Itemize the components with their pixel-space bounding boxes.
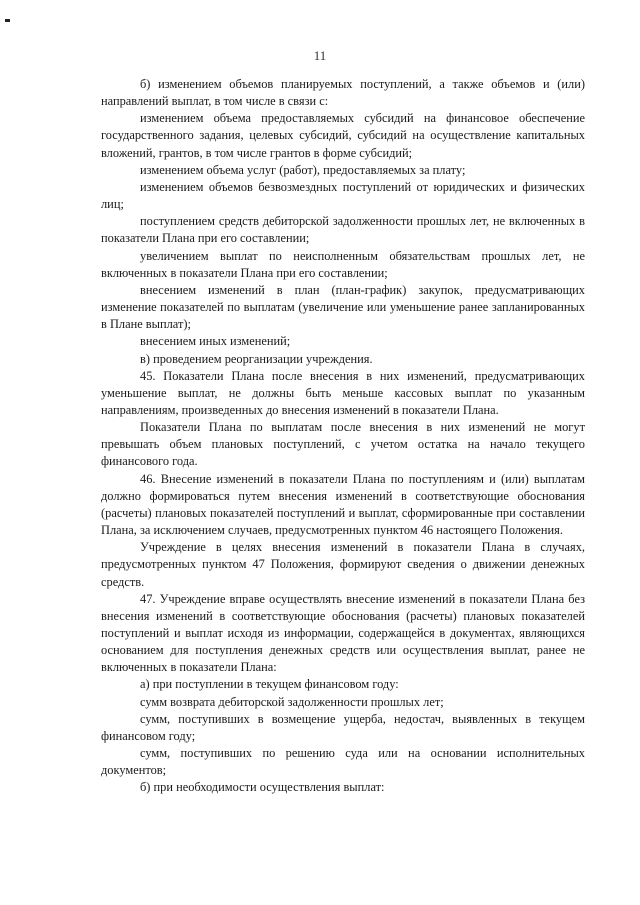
paragraph-a-receipts: а) при поступлении в текущем финансовом году:	[140, 677, 399, 692]
paragraph-46: 46. Внесение изменений в показатели Плана по поступлениям и (или) выплатам должно формироваться путем внесения изменений в соответствующие обоснования (расчеты) плановых показателей поступлений и выплат, сформированные при составлении Плана, за исключением случаев, предусмотренных пунктом 46 настоящего Положения.	[101, 471, 585, 538]
paragraph-b-payments: б) при необходимости осуществления выплат:	[140, 780, 385, 795]
paragraph-other-changes: внесением иных изменений;	[140, 334, 291, 349]
paragraph-damage-compensation: сумм, поступивших в возмещение ущерба, недостач, выявленных в текущем финансовом году;	[101, 711, 585, 743]
scan-artifact-mark	[5, 19, 10, 22]
paragraph-45-payments-limit: Показатели Плана по выплатам после внесения в них изменений не могут превышать объем плановых поступлений, с учетом остатка на начало текущего финансового года.	[101, 420, 585, 469]
paragraph-procurement-plan-changes: внесением изменений в план (план-график) закупок, предусматривающих изменение показателей по выплатам (увеличение или уменьшение ранее запланированных в Плане выплат);	[101, 282, 585, 332]
paragraph-receivables-receipt: поступлением средств дебиторской задолженности прошлых лет, не включенных в показатели Плана при его составлении;	[101, 214, 585, 246]
paragraph-paid-services-change: изменением объема услуг (работ), предоставляемых за плату;	[140, 162, 466, 177]
paragraph-47: 47. Учреждение вправе осуществлять внесение изменений в показатели Плана без внесения изменений в соответствующие обоснования (расчеты) плановых показателей поступлений и выплат исходя из информации, содержащейся в документах, являющихся основанием для поступления денежных средств или осуществления выплат, ранее не включенных в показатели Плана:	[101, 591, 585, 675]
document-body	[101, 76, 585, 797]
paragraph-court-decision: сумм, поступивших по решению суда или на основании исполнительных документов;	[101, 746, 585, 778]
paragraph-receivables-return: сумм возврата дебиторской задолженности прошлых лет;	[140, 694, 444, 709]
page-number: 11	[313, 48, 327, 63]
paragraph-unfulfilled-obligations: увеличением выплат по неисполненным обязательствам прошлых лет, не включенных в показатели Плана при его составлении;	[101, 248, 585, 280]
paragraph-b-changes-volumes: б) изменением объемов планируемых поступлений, а также объемов и (или) направлений выплат, в том числе в связи с:	[101, 77, 585, 109]
paragraph-45: 45. Показатели Плана после внесения в них изменений, предусматривающих уменьшение выплат, не должны быть меньше кассовых выплат по указанным направлениям, произведенных до внесения изменений в показатели Плана.	[101, 368, 585, 417]
paragraph-donations-change: изменением объемов безвозмездных поступлений от юридических и физических лиц;	[101, 179, 585, 212]
paragraph-v-reorganization: в) проведением реорганизации учреждения.	[140, 351, 373, 366]
paragraph-subsidies-change: изменением объема предоставляемых субсидий на финансовое обеспечение государственного задания, целевых субсидий, субсидий на осуществление капитальных вложений, грантов, в том числе грантов в форме субсидий;	[101, 111, 585, 160]
paragraph-46-cash-flow: Учреждение в целях внесения изменений в показатели Плана в случаях, предусмотренных пунктом 47 Положения, формируют сведения о движении денежных средств.	[101, 540, 585, 589]
